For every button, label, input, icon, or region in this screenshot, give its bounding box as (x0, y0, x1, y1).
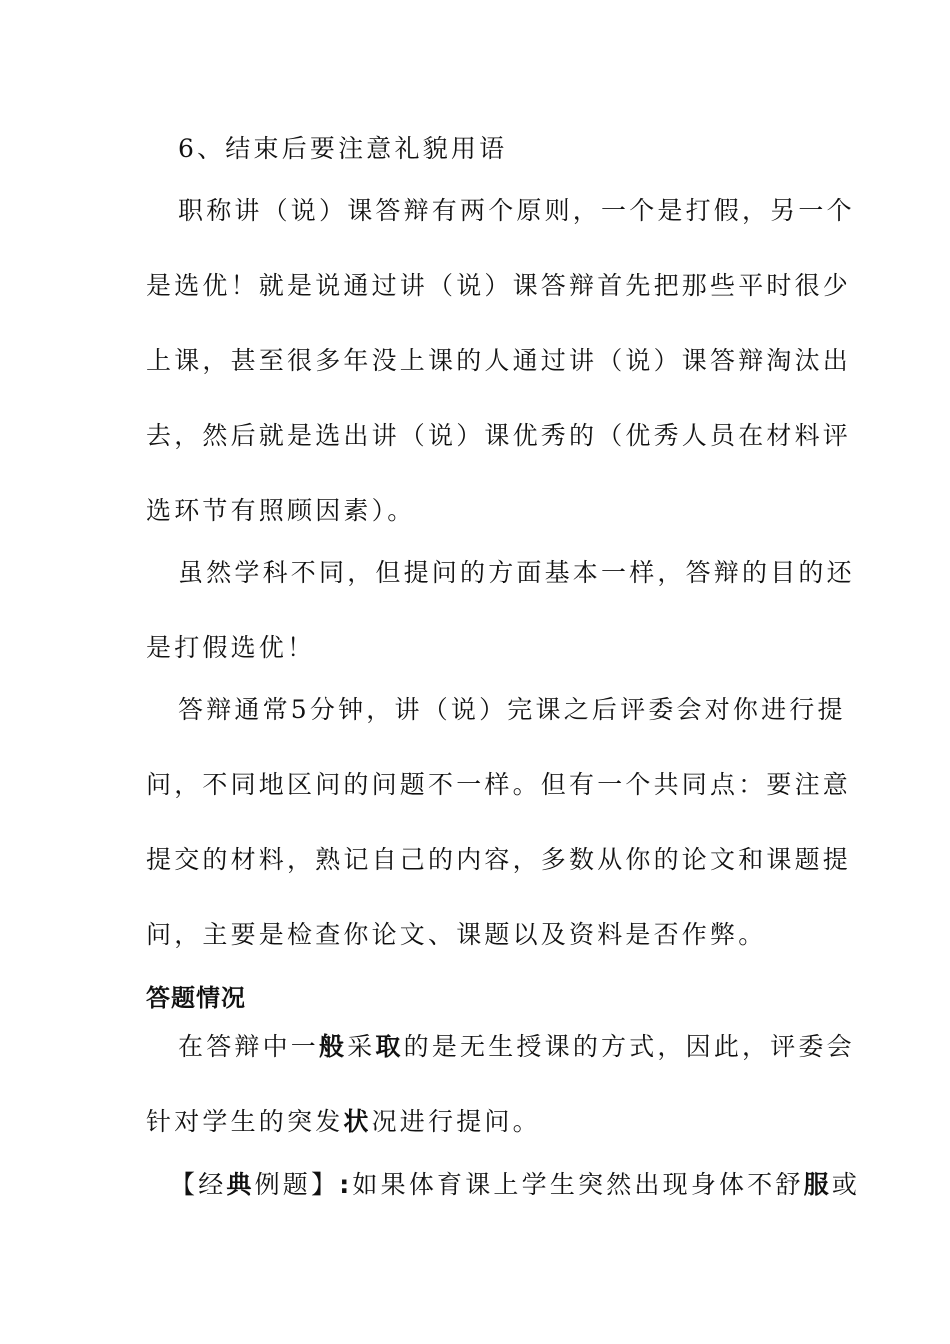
paragraph-1-line-5: 选环节有照顾因素）。 (146, 496, 416, 525)
paragraph-3-line-4: 问，主要是检查你论文、课题以及资料是否作弊。 (146, 920, 767, 949)
paragraph-4-line-2 (146, 1107, 541, 1137)
bold-char: 典 (226, 1170, 255, 1199)
paragraph-3-line-1: 答辩通常5分钟，讲（说）完课之后评委会对你进行提 (178, 695, 846, 724)
text-run: 的是无生授课的方式，因此，评委会 (403, 1032, 855, 1061)
section-heading: 答题情况 (146, 984, 246, 1012)
text-run: 例题】 (254, 1170, 340, 1199)
paragraph-3-line-2: 问，不同地区问的问题不一样。但有一个共同点：要注意 (146, 770, 852, 799)
list-item-6: 6、结束后要注意礼貌用语 (178, 134, 508, 163)
paragraph-1-line-4: 去，然后就是选出讲（说）课优秀的（优秀人员在材料评 (146, 421, 852, 450)
paragraph-2-line-2: 是打假选优！ (146, 633, 316, 662)
paragraph-1-line-2: 是选优！就是说通过讲（说）课答辩首先把那些平时很少 (146, 271, 852, 300)
paragraph-2-line-1: 虽然学科不同，但提问的方面基本一样，答辩的目的还 (178, 558, 855, 587)
text-run: 在答辩中一 (178, 1032, 320, 1061)
example-line (170, 1170, 860, 1200)
text-run: 采 (347, 1032, 376, 1061)
paragraph-1-line-1: 职称讲（说）课答辩有两个原则，一个是打假，另一个 (178, 196, 855, 225)
text-run: 如果体育课上学生突然出现身体不舒 (352, 1170, 804, 1199)
bold-char: 般 (319, 1032, 348, 1061)
paragraph-1-line-3: 上课，甚至很多年没上课的人通过讲（说）课答辩淘汰出 (146, 346, 852, 375)
bold-char: 状 (343, 1107, 372, 1136)
text-run: 或 (831, 1170, 861, 1199)
paragraph-3-line-3: 提交的材料，熟记自己的内容，多数从你的论文和课题提 (146, 845, 852, 874)
text-run: 况进行提问。 (371, 1107, 541, 1136)
text-run: 【经 (170, 1170, 227, 1199)
paragraph-4-line-1 (178, 1032, 855, 1062)
bold-char: 取 (375, 1032, 404, 1061)
bold-colon: : (339, 1170, 353, 1199)
text-run: 针对学生的突发 (146, 1107, 344, 1136)
bold-char: 服 (803, 1170, 832, 1199)
